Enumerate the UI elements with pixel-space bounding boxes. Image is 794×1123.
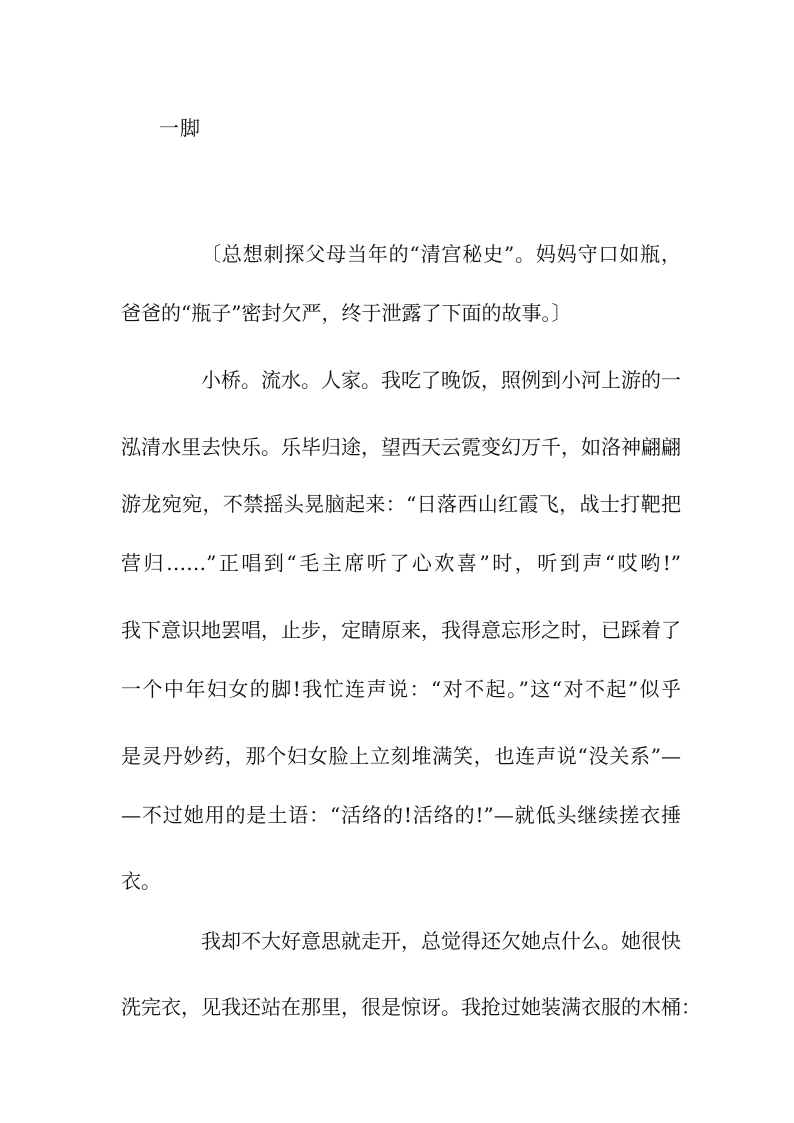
paragraph-line: 〔总想刺探父母当年的“清宫秘史”。妈妈守口如瓶， (201, 242, 681, 266)
paragraph-line: 我下意识地罢唱，止步，定睛原来，我得意忘形之时，已踩着了 (121, 618, 681, 642)
document-title: 一脚 (159, 116, 201, 140)
paragraph-line: 衣。 (121, 869, 161, 893)
paragraph-line: 营归……”正唱到“毛主席听了心欢喜”时，听到声“哎哟!” (121, 551, 681, 575)
paragraph-line: 爸爸的“瓶子”密封欠严，终于泄露了下面的故事。〕 (121, 301, 572, 325)
paragraph-line: 游龙宛宛，不禁摇头晃脑起来：“日落西山红霞飞，战士打靶把 (121, 492, 681, 516)
paragraph-line: 是灵丹妙药，那个妇女脸上立刻堆满笑，也连声说“没关系”— (121, 744, 681, 768)
paragraph-line: 小桥。流水。人家。我吃了晚饭，照例到小河上游的一 (201, 368, 681, 392)
paragraph-line: —不过她用的是土语：“活络的!活络的!”—就低头继续搓衣捶 (121, 803, 681, 827)
paragraph-line: 一个中年妇女的脚!我忙连声说：“对不起。”这“对不起”似乎 (121, 677, 681, 701)
paragraph-line: 洗完衣，见我还站在那里，很是惊讶。我抢过她装满衣服的木桶： (121, 995, 701, 1019)
paragraph-line: 泓清水里去快乐。乐毕归途，望西天云霓变幻万千，如洛神翩翩 (121, 435, 681, 459)
paragraph-line: 我却不大好意思就走开，总觉得还欠她点什么。她很快 (201, 929, 681, 953)
